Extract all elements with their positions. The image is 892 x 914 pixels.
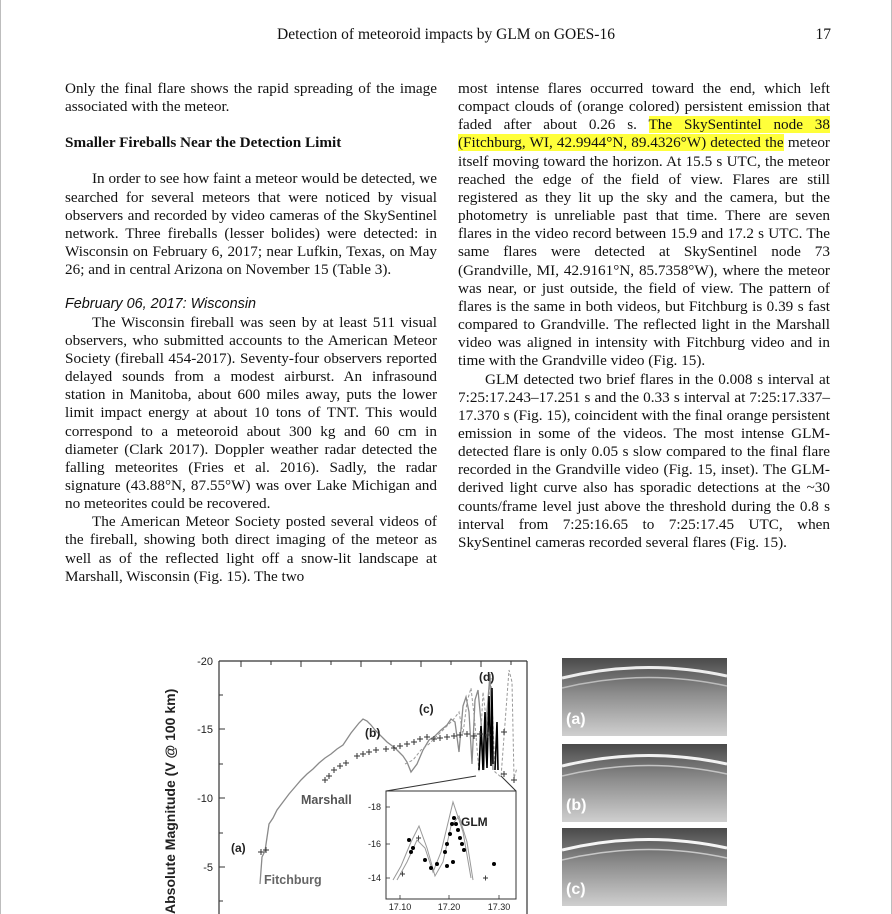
y-tick-label: -10 [197, 793, 213, 805]
inset-x-tick: 17.30 [487, 902, 511, 912]
video-frame-a [562, 658, 727, 736]
subsection-heading: February 06, 2017: Wisconsin [65, 296, 257, 313]
flare-label: (b) [365, 726, 381, 740]
figure-15 [161, 652, 731, 914]
inset-y-tick: -16 [367, 839, 381, 849]
left-column [65, 80, 437, 586]
inset-y-tick: -18 [367, 802, 381, 812]
paragraph: Only the final flare shows the rapid spreading of the image associated with the meteor. [65, 80, 437, 116]
video-frames [562, 658, 727, 914]
y-tick-label: -20 [197, 656, 213, 668]
flare-trace [479, 688, 498, 770]
light-curve-plot [161, 652, 561, 914]
running-title: Detection of meteoroid impacts by GLM on GOES-16 [277, 26, 615, 43]
section-heading: Smaller Fireballs Near the Detection Limit [65, 134, 342, 152]
video-frame-b [562, 744, 727, 822]
paragraph: The American Meteor Society posted several videos of the fireball, showing both direct imaging of the meteor as well as of the reflected light off a snow-lit landscape at Marshall, Wisconsin (Fig. 15). The two [65, 513, 437, 585]
highlighted-text[interactable]: The SkySentintel node 38 (Fitchburg, WI, 42.9944°N, 89.4326°W) detected the [458, 116, 830, 152]
inset-x-tick: 17.20 [437, 902, 461, 912]
photo-label: (a) [566, 711, 586, 728]
photo-label: (b) [566, 797, 587, 814]
flare-label: (d) [479, 670, 495, 684]
fitchburg-label: Fitchburg [264, 873, 322, 887]
photo-label: (c) [566, 881, 586, 898]
video-frame-c [562, 828, 727, 906]
glm-series-label: GLM [461, 815, 488, 829]
running-header [61, 26, 831, 48]
flare-label: (c) [419, 702, 434, 716]
inset-y-tick: -14 [367, 873, 381, 883]
text-run: most intense flares occurred toward the end, which left compact clouds of (orange colored) persistent emission that faded after about 0.26 s. [458, 80, 830, 134]
inset-x-tick: 17.10 [388, 902, 412, 912]
paragraph [458, 80, 830, 371]
y-tick-label: -5 [203, 862, 213, 874]
right-column [458, 80, 830, 552]
grandville-curve [405, 670, 517, 778]
video-frame-d [562, 910, 727, 914]
y-axis-label-text: Absolute Magnitude (V @ 100 km) [162, 688, 178, 914]
flare-label: (a) [231, 841, 246, 855]
text-run: meteor itself moving toward the horizon. At 15.5 s UTC, the meteor reached the edge of the field of view. Flares are still registered as they lit up the sky and the camera, but the photometry is unreliable past that time. There are seven flares in the video record between 15.9 and 17.2 s UTC. The same flares were detected at SkySentinel node 73 (Grandville, MI, 42.9161°N, 85.7358°W), where the meteor was near, or just outside, the field of view. The pattern of flares is the same in both videos, but Fitchburg is 0.39 s fast compared to Grandville. The reflected light in the Marshall video was aligned in intensity with Fitchburg video and in time with the Grandville video (Fig. 15). [458, 134, 830, 370]
glm-inset [368, 791, 516, 912]
paragraph: The Wisconsin fireball was seen by at least 511 visual observers, who submitted accounts to the American Meteor Society (fireball 454-2017). Seventy-four observers reported delayed sounds from a modest airburst. An infrasound station in Manitoba, about 600 miles away, puts the lower limit impact energy at about 10 tons of TNT. This would correspond to a meteoroid about 300 kg and 60 cm in diameter (Clark 2017). Doppler weather radar detected the falling meteorites (Fries et al. 2016). Sadly, the radar signature (43.88°N, 87.55°W) was over Lake Michigan and no meteorites could be recovered. [65, 313, 437, 513]
page-number: 17 [815, 26, 831, 43]
marshall-label: Marshall [301, 793, 352, 807]
paragraph: In order to see how faint a meteor would be detected, we searched for several meteors that were noticed by visual observers and recorded by video cameras of the SkySentinel network. Three fireballs (lesser bolides) were detected: in Wisconsin on February 6, 2017; near Lufkin, Texas, on May 26; and in central Arizona on November 15 (Table 3). [65, 170, 437, 279]
paragraph: GLM detected two brief flares in the 0.008 s interval at 7:25:17.243–17.251 s and the 0.33 s interval at 7:25:17.337–17.370 s (Fig. 15), coincident with the final orange persistent emission in some of the videos. The most intense GLM-detected flare is only 0.05 s slow compared to the final flare recorded in the Grandville video (Fig. 15, inset). The GLM-derived light curve also has sporadic detections at the ~30 counts/frame level just above the threshold during the 0.8 s interval from 7:25:16.65 to 7:25:17.45 UTC, when SkySentinel cameras recorded several flares (Fig. 15). [458, 370, 830, 551]
y-tick-label: -15 [197, 724, 213, 736]
